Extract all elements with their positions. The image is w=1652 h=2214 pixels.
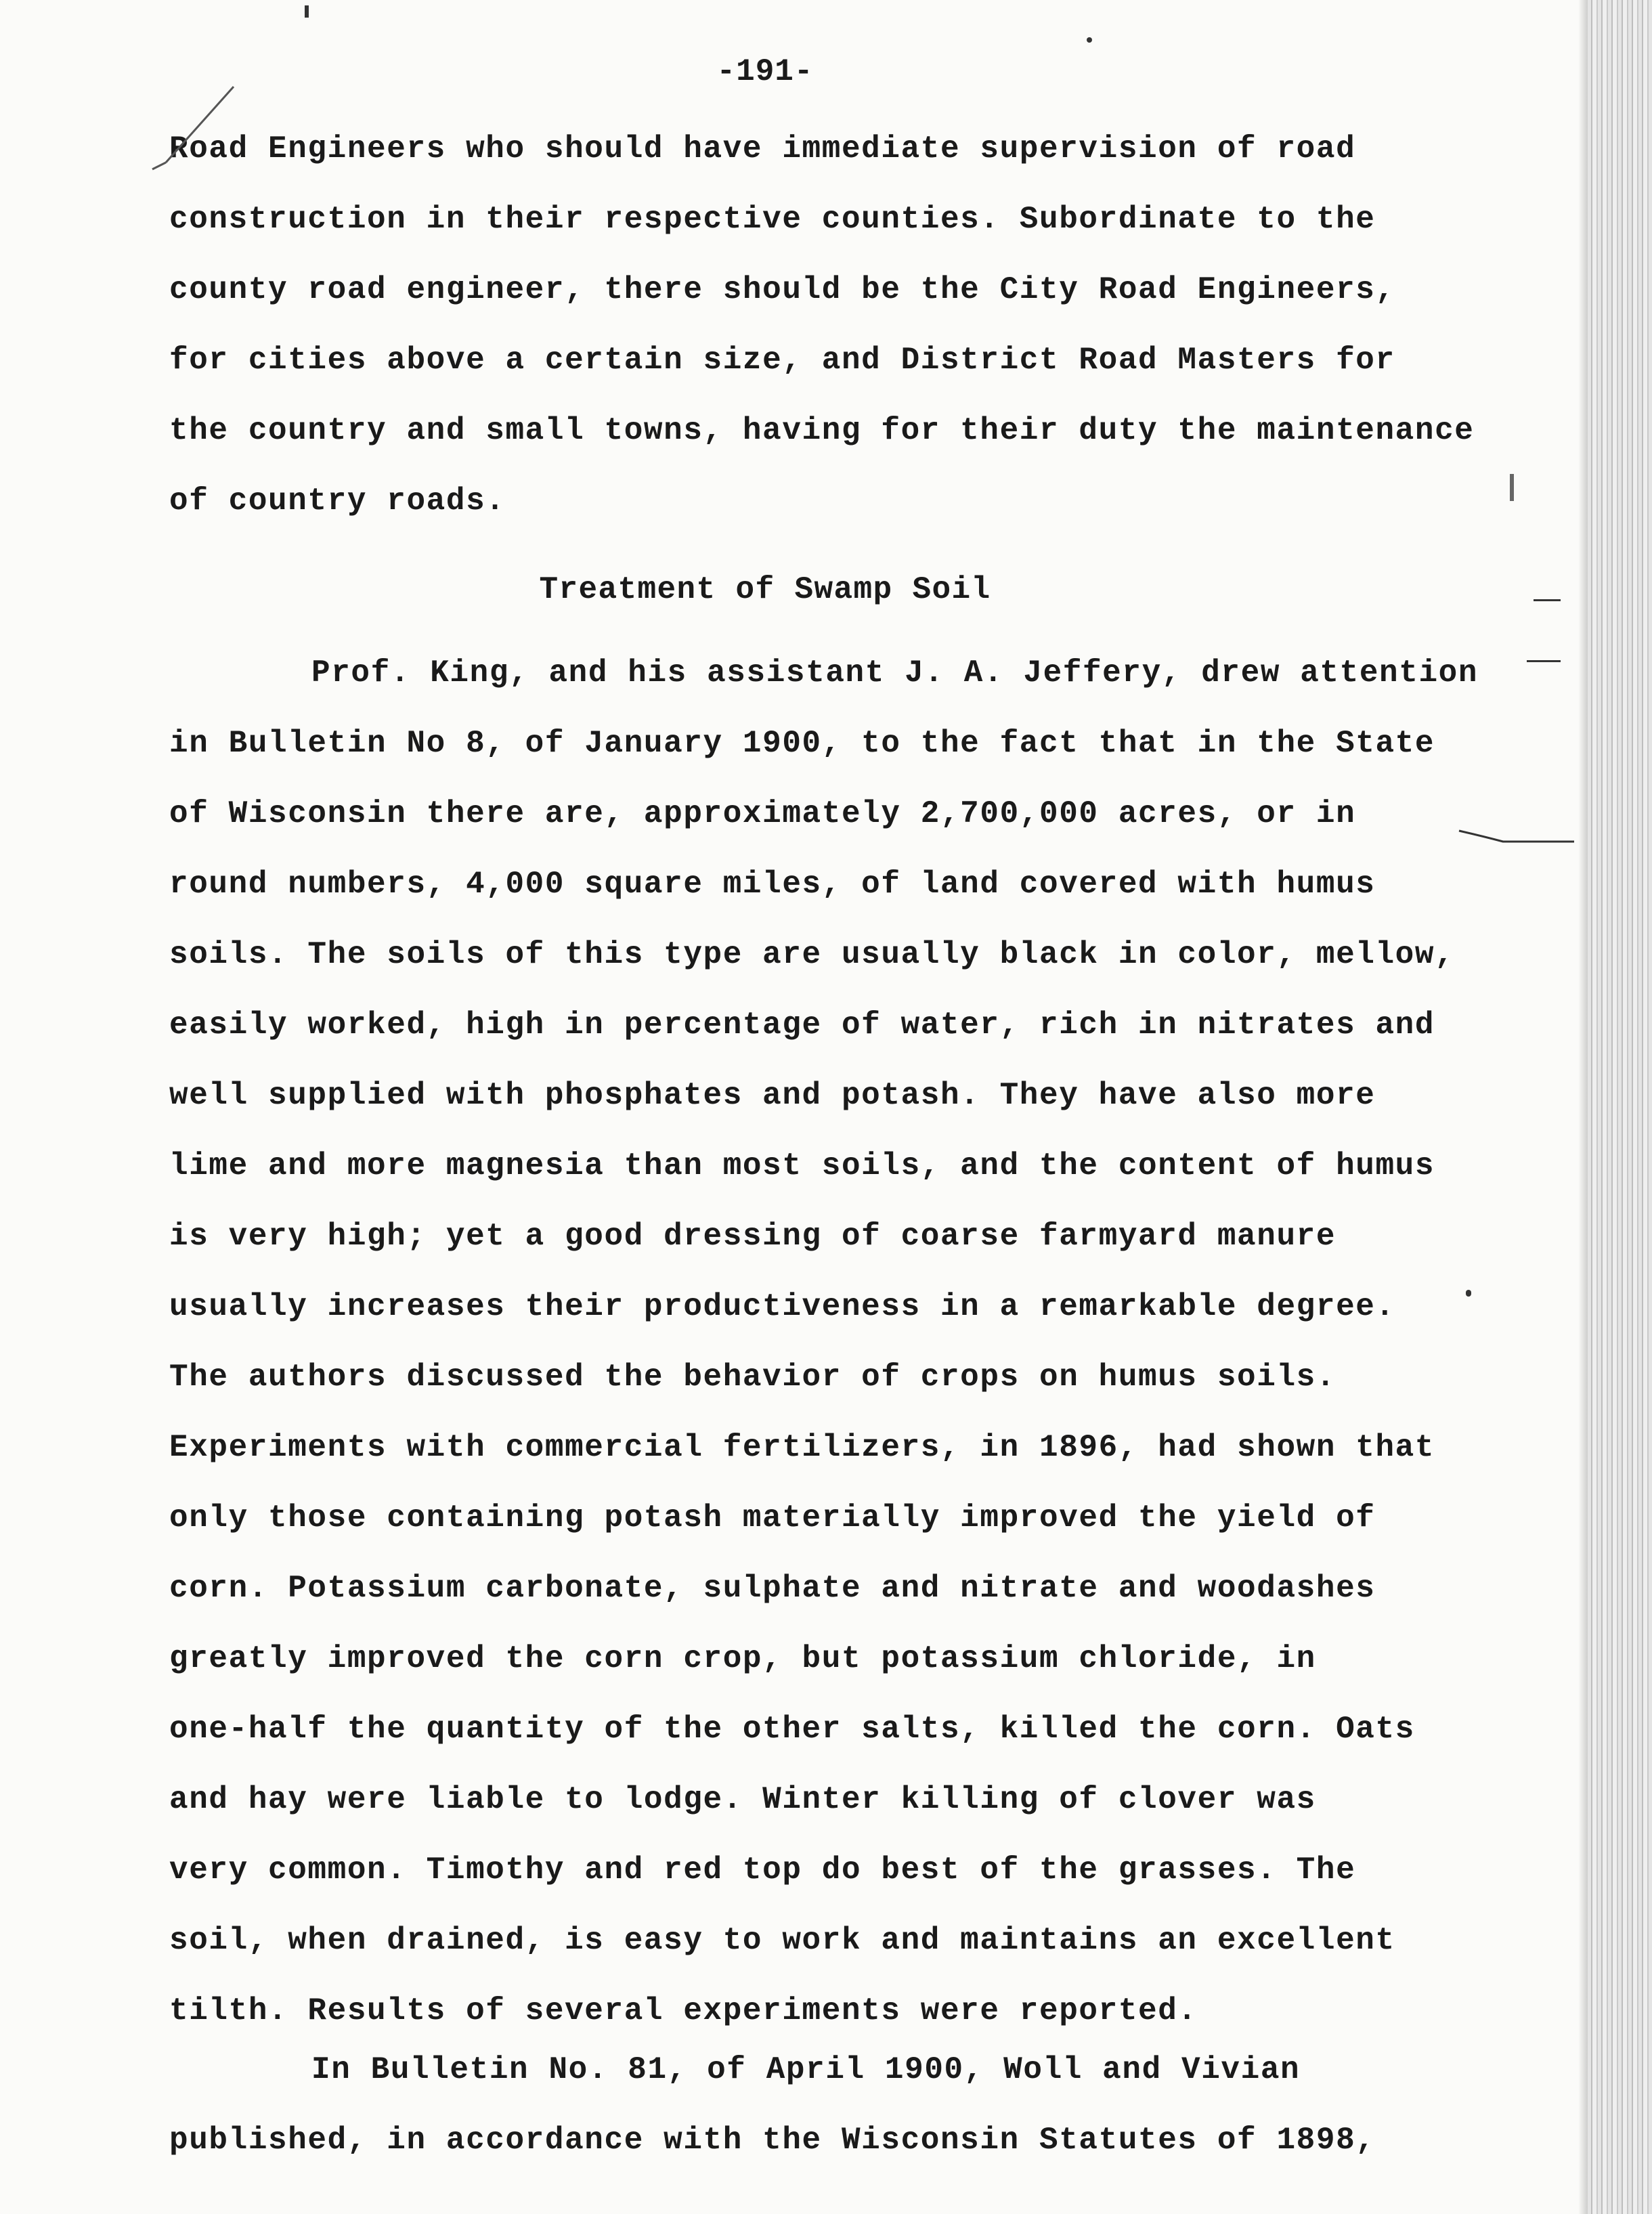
- margin-dash: [1534, 599, 1561, 601]
- text-line: soils. The soils of this type are usually black in color, mellow,: [169, 937, 1455, 972]
- text-line: lime and more magnesia than most soils, and the content of humus: [169, 1148, 1435, 1184]
- text-line: easily worked, high in percentage of water, rich in nitrates and: [169, 1007, 1435, 1043]
- text-line: only those containing potash materially improved the yield of: [169, 1500, 1376, 1536]
- text-line: and hay were liable to lodge. Winter killing of clover was: [169, 1782, 1316, 1817]
- speck: [305, 5, 309, 18]
- pencil-mark-icon: [146, 81, 240, 176]
- intro-paragraph: [169, 114, 1523, 536]
- page-number: -191-: [716, 54, 814, 89]
- text-line: Prof. King, and his assistant J. A. Jeffery, drew attention: [311, 655, 1479, 691]
- text-line: In Bulletin No. 81, of April 1900, Woll and Vivian: [311, 2052, 1301, 2087]
- closing-paragraph: [169, 2035, 1523, 2175]
- text-line: in Bulletin No 8, of January 1900, to the fact that in the State: [169, 726, 1435, 761]
- text-line: of country roads.: [169, 483, 506, 519]
- text-line: Experiments with commercial fertilizers, in 1896, had shown that: [169, 1430, 1435, 1465]
- speck: [1510, 474, 1514, 501]
- text-line: for cities above a certain size, and District Road Masters for: [169, 343, 1395, 378]
- text-line: well supplied with phosphates and potash. They have also more: [169, 1078, 1376, 1113]
- text-line: published, in accordance with the Wisconsin Statutes of 1898,: [169, 2123, 1376, 2158]
- text-line: round numbers, 4,000 square miles, of land covered with humus: [169, 867, 1376, 902]
- text-line: county road engineer, there should be the City Road Engineers,: [169, 272, 1395, 307]
- text-line: usually increases their productiveness in a remarkable degree.: [169, 1289, 1395, 1324]
- text-line: of Wisconsin there are, approximately 2,700,000 acres, or in: [169, 796, 1356, 831]
- speck: [1466, 1290, 1471, 1297]
- text-line: construction in their respective counties. Subordinate to the: [169, 202, 1376, 237]
- text-line: is very high; yet a good dressing of coarse farmyard manure: [169, 1219, 1336, 1254]
- section-heading: Treatment of Swamp Soil: [539, 572, 991, 607]
- text-line: the country and small towns, having for their duty the maintenance: [169, 413, 1475, 448]
- text-line: greatly improved the corn crop, but potassium chloride, in: [169, 1641, 1316, 1676]
- margin-dash: [1527, 660, 1561, 662]
- text-line: corn. Potassium carbonate, sulphate and nitrate and woodashes: [169, 1571, 1376, 1606]
- margin-arrow-icon: [1456, 823, 1578, 850]
- text-line: one-half the quantity of the other salts, killed the corn. Oats: [169, 1712, 1415, 1747]
- speck: [1087, 37, 1092, 43]
- text-line: The authors discussed the behavior of crops on humus soils.: [169, 1360, 1336, 1395]
- text-line: tilth. Results of several experiments were reported.: [169, 1993, 1198, 2028]
- binding-shadow: [1578, 0, 1588, 2214]
- body-paragraph: [169, 638, 1523, 2046]
- text-line: very common. Timothy and red top do best of the grasses. The: [169, 1852, 1356, 1888]
- book-binding-edge: [1588, 0, 1652, 2214]
- text-line: soil, when drained, is easy to work and maintains an excellent: [169, 1923, 1395, 1958]
- text-line: Road Engineers who should have immediate supervision of road: [169, 131, 1356, 167]
